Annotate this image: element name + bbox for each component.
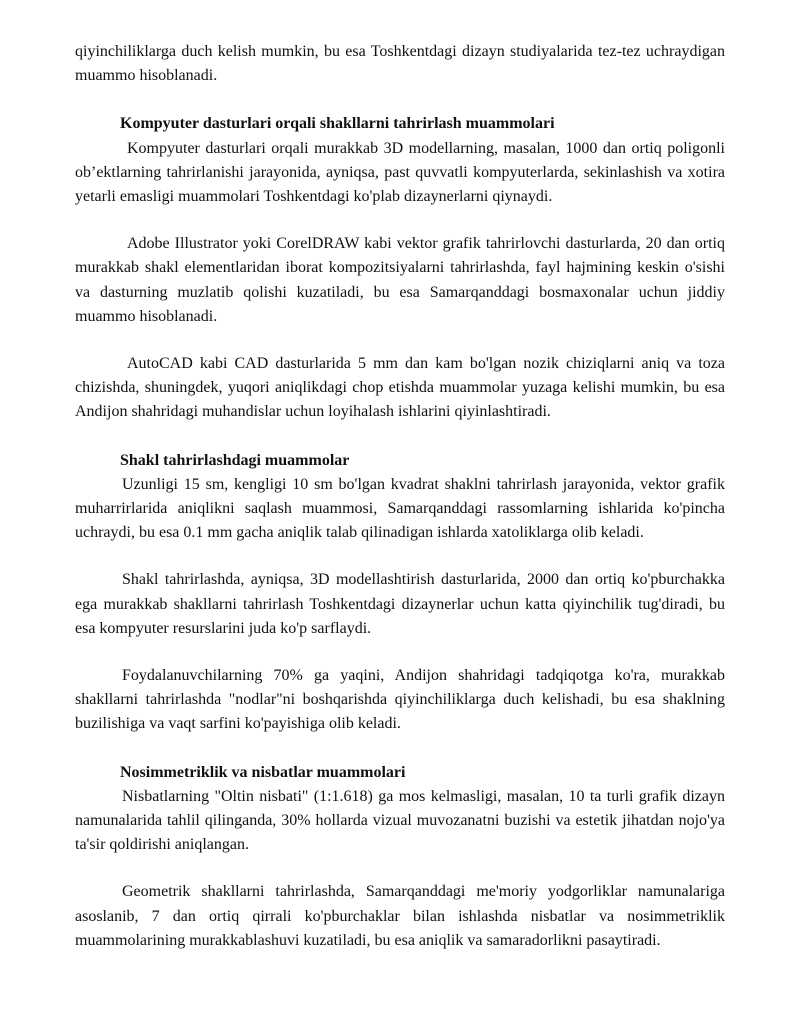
paragraph-golden-ratio: Nisbatlarning "Oltin nisbati" (1:1.618) ga mos kelmasligi, masalan, 10 ta turli grafik dizayn namunalarida tahlil qilinganda, 30% hollarda vizual muvozanatni buzishi va estetik jihatdan nojo'ya ta'sir qoldirishi aniqlangan. <box>75 787 725 854</box>
section-heading-shape-editing: Shakl tahrirlashdagi muammolar <box>120 451 350 469</box>
paragraph-square-precision: Uzunligi 15 sm, kengligi 10 sm bo'lgan kvadrat shaklni tahrirlash jarayonida, vektor grafik muharrirlarida aniqlikni saqlash muammosi, Samarqanddagi rassomlarning ishlarida ko'pincha uchraydi, bu esa 0.1 mm gacha aniqlik talab qilinadigan ishlarda xatoliklarga olib keladi. <box>75 475 725 542</box>
section-heading-software-editing: Kompyuter dasturlari orqali shakllarni tahrirlash muammolari <box>120 115 555 133</box>
section-heading-symmetry-proportions: Nosimmetriklik va nisbatlar muammolari <box>120 763 406 781</box>
paragraph-cad-programs: AutoCAD kabi CAD dasturlarida 5 mm dan kam bo'lgan nozik chiziqlarni aniq va toza chizishda, shuningdek, yuqori aniqlikdagi chop etishda muammolar yuzaga kelishi mumkin, bu esa Andijon shahridagi muhandislar uchun loyihalash ishlarini qiyinlashtiradi. <box>75 355 725 421</box>
paragraph-nodes-survey: Foydalanuvchilarning 70% ga yaqini, Andijon shahridagi tadqiqotga ko'ra, murakkab shakllarni tahrirlashda "nodlar"ni boshqarishda qiyinchiliklarga duch kelishadi, bu esa shaklning buzilishiga va vaqt sarfini ko'payishiga olib keladi. <box>75 667 725 733</box>
paragraph-vector-editors: Adobe Illustrator yoki CorelDRAW kabi vektor grafik tahrirlovchi dasturlarda, 20 dan ortiq murakkab shakl elementlaridan iborat kompozitsiyalarni tahrirlashda, fayl hajmining keskin o'sishi va dasturning muzlatib qolishi kuzatiladi, bu esa Samarqanddagi bosmaxonalar uchun jiddiy muammo hisoblanadi. <box>75 235 725 325</box>
paragraph-3d-models: Kompyuter dasturlari orqali murakkab 3D modellarning, masalan, 1000 dan ortiq poligonli ob’ektlarning tahrirlanishi jarayonida, ayniqsa, past quvvatli kompyuterlarda, sekinlashish va xotira yetarli emasligi muammolari Toshkentdagi ko'plab dizaynerlarni qiynaydi. <box>75 139 725 206</box>
paragraph-geometric-shapes: Geometrik shakllarni tahrirlashda, Samarqanddagi me'moriy yodgorliklar namunalariga asoslanib, 7 dan ortiq qirrali ko'pburchaklar bilan ishlashda nisbatlar va nosimmetriklik muammolarining murakkablashuvi kuzatiladi, bu esa aniqlik va samaradorlikni pasaytiradi. <box>75 883 725 949</box>
paragraph-polygon-editing: Shakl tahrirlashda, ayniqsa, 3D modellashtirish dasturlarida, 2000 dan ortiq ko'pburchakka ega murakkab shakllarni tahrirlash Toshkentdagi dizaynerlar uchun katta qiyinchilik tug'diradi, bu esa kompyuter resurslarini juda ko'p sarflaydi. <box>75 571 725 637</box>
continuation-paragraph: qiyinchiliklarga duch kelish mumkin, bu esa Toshkentdagi dizayn studiyalarida tez-tez uchraydigan muammo hisoblanadi. <box>75 43 725 85</box>
